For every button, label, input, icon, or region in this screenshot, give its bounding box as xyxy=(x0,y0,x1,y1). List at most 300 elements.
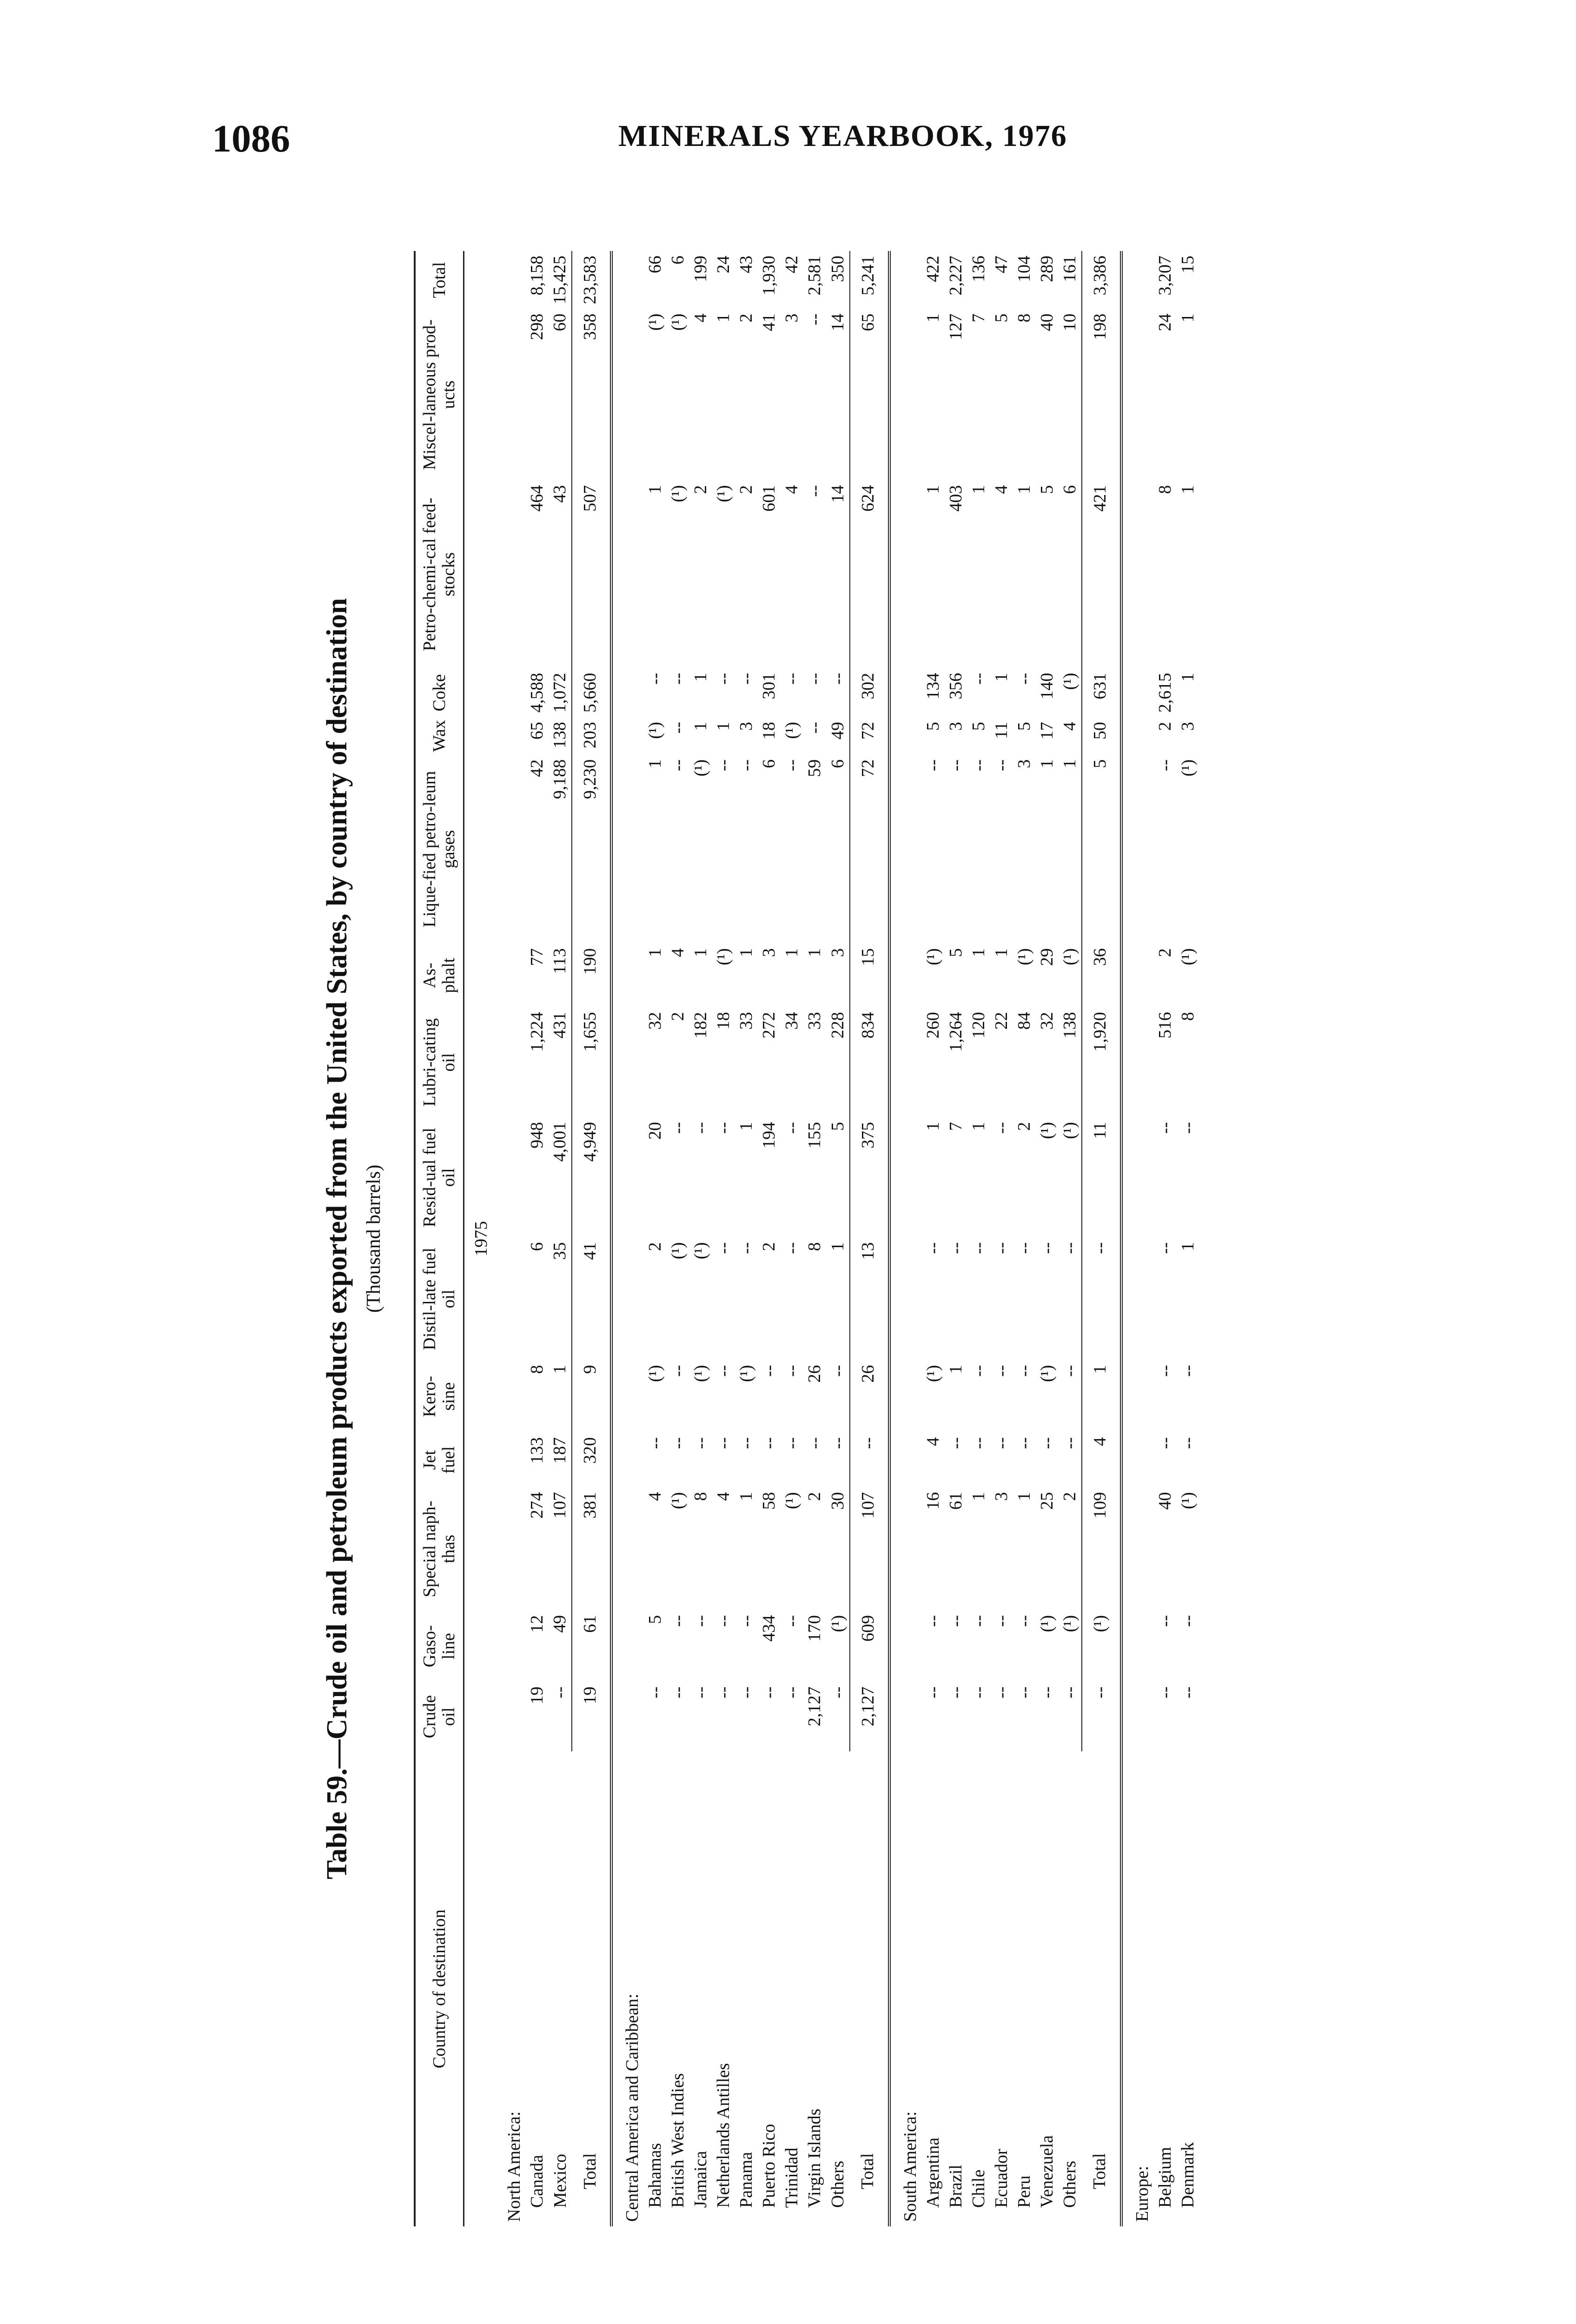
table-cell: -- xyxy=(968,1437,988,1449)
table-cell: 182 xyxy=(691,1012,711,1039)
table-cell: 8 xyxy=(527,1365,547,1374)
table-cell: -- xyxy=(1014,1365,1034,1377)
table-cell: 1,224 xyxy=(527,1012,547,1052)
table-cell: 5 xyxy=(991,313,1011,323)
table-cell: -- xyxy=(668,1686,688,1698)
table-cell: (¹) xyxy=(668,485,688,502)
table-cell: 133 xyxy=(527,1437,547,1464)
table-cell: -- xyxy=(1178,1686,1198,1698)
table-cell: 1 xyxy=(1059,759,1079,768)
table-cell: (¹) xyxy=(1059,1122,1079,1139)
table-cell: 2 xyxy=(645,1242,665,1251)
table-cell: 18 xyxy=(714,1012,734,1030)
table-cell: -- xyxy=(736,673,756,685)
table-cell: 32 xyxy=(1037,1012,1057,1030)
table-cell: -- xyxy=(828,1365,848,1377)
table-cell: 1 xyxy=(736,948,756,957)
column-header: Kero-sine xyxy=(415,1360,464,1433)
table-cell: 358 xyxy=(572,309,611,481)
table-cell: 8 xyxy=(691,1492,711,1501)
table-cell: 6 xyxy=(527,1242,547,1251)
table-cell: -- xyxy=(1014,1242,1034,1254)
table-cell: 84 xyxy=(1014,1012,1034,1030)
table-cell: 42 xyxy=(527,759,547,777)
table-cell: 34 xyxy=(782,1012,802,1030)
table-row xyxy=(945,251,967,2226)
table-cell: 4 xyxy=(691,313,711,323)
table-cell: 2,581 xyxy=(805,256,825,296)
table-cell: -- xyxy=(714,673,734,685)
table-cell: -- xyxy=(805,673,825,685)
table-cell: -- xyxy=(946,1242,966,1254)
table-cell: 65 xyxy=(527,722,547,740)
country-name: Jamaica xyxy=(691,2151,711,2208)
table-row xyxy=(781,251,803,2226)
table-cell: 140 xyxy=(1037,673,1057,700)
column-header: Petro-chemi-cal feed-stocks xyxy=(415,481,464,668)
table-cell: 1 xyxy=(1178,673,1198,682)
table-cell: 134 xyxy=(923,673,943,700)
country-name: Panama xyxy=(736,2152,756,2208)
table-cell: -- xyxy=(946,759,966,772)
year-row xyxy=(464,251,495,2226)
table-cell: -- xyxy=(668,1365,688,1377)
table-cell: -- xyxy=(828,1437,848,1449)
table-cell: 4,588 xyxy=(527,673,547,713)
table-cell: 9,230 xyxy=(572,755,611,944)
table-cell: 9,188 xyxy=(550,759,570,799)
table-cell: 356 xyxy=(946,673,966,700)
table-cell: 26 xyxy=(850,1360,889,1433)
table-cell: -- xyxy=(691,1122,711,1134)
table-cell: -- xyxy=(736,759,756,772)
table-cell: -- xyxy=(714,1615,734,1627)
table-cell: 49 xyxy=(828,722,848,740)
column-header: Gaso-line xyxy=(415,1611,464,1682)
table-cell: 4,949 xyxy=(572,1117,611,1238)
table-cell: 198 xyxy=(1082,309,1121,481)
table-cell: -- xyxy=(691,1615,711,1627)
table-cell: 422 xyxy=(923,256,943,282)
country-name: Total xyxy=(850,1751,889,2226)
table-row xyxy=(667,251,689,2226)
table-cell: -- xyxy=(1155,759,1175,772)
table-cell: 4 xyxy=(1082,1433,1121,1487)
table-cell: (¹) xyxy=(668,1242,688,1260)
table-cell: (¹) xyxy=(1059,948,1079,965)
table-cell: 5 xyxy=(645,1615,665,1624)
table-row xyxy=(712,251,735,2226)
table-row xyxy=(803,251,826,2226)
table-cell: -- xyxy=(1082,1238,1121,1360)
table-cell: 301 xyxy=(759,673,779,700)
table-cell: 2 xyxy=(1155,948,1175,957)
table-cell: -- xyxy=(991,1686,1011,1698)
table-cell: 170 xyxy=(805,1615,825,1642)
table-cell: -- xyxy=(991,1365,1011,1377)
table-cell: -- xyxy=(991,1437,1011,1449)
table-cell: 41 xyxy=(572,1238,611,1360)
table-cell: 23,583 xyxy=(572,251,611,309)
country-name: Netherlands Antilles xyxy=(714,2063,734,2208)
table-cell: 40 xyxy=(1155,1492,1175,1510)
table-cell: 948 xyxy=(527,1122,547,1149)
table-cell: (¹) xyxy=(691,1242,711,1260)
table-cell: 2,127 xyxy=(805,1686,825,1727)
table-cell: 5 xyxy=(946,948,966,957)
table-cell: 4 xyxy=(714,1492,734,1501)
table-cell: 24 xyxy=(1155,313,1175,331)
total-row xyxy=(572,251,611,2226)
table-cell: 161 xyxy=(1059,256,1079,282)
table-cell: (¹) xyxy=(714,485,734,502)
table-cell: 107 xyxy=(850,1487,889,1611)
table-cell: 1 xyxy=(691,722,711,731)
table-cell: (¹) xyxy=(1037,1365,1057,1382)
table-cell: 50 xyxy=(1082,717,1121,755)
table-cell: -- xyxy=(1014,1686,1034,1698)
column-header: Jet fuel xyxy=(415,1433,464,1487)
country-name: Bahamas xyxy=(645,2143,665,2208)
table-cell: 298 xyxy=(527,313,547,340)
table-cell: 3 xyxy=(736,722,756,731)
table-cell: 22 xyxy=(991,1012,1011,1030)
country-name: Argentina xyxy=(923,2137,943,2208)
table-cell: -- xyxy=(668,673,688,685)
table-cell: 1 xyxy=(714,313,734,323)
table-cell: -- xyxy=(805,1437,825,1449)
region-label: Europe: xyxy=(1132,2166,1152,2222)
table-cell: 20 xyxy=(645,1122,665,1140)
table-cell: -- xyxy=(828,1686,848,1698)
table-cell: -- xyxy=(782,1122,802,1134)
table-cell: 631 xyxy=(1082,668,1121,718)
table-cell: -- xyxy=(714,1437,734,1449)
table-cell: -- xyxy=(968,1686,988,1698)
region-row xyxy=(495,251,526,2226)
table-cell: -- xyxy=(968,1365,988,1377)
table-cell: 8 xyxy=(1014,313,1034,323)
table-cell: 228 xyxy=(828,1012,848,1039)
table-cell: -- xyxy=(1037,1686,1057,1698)
table-cell: 6 xyxy=(828,759,848,768)
country-name: Brazil xyxy=(946,2165,966,2208)
column-header: Special naph-thas xyxy=(415,1487,464,1611)
table-cell: 104 xyxy=(1014,256,1034,282)
table-cell: (¹) xyxy=(1178,759,1198,777)
table-cell: 6 xyxy=(668,256,688,264)
table-cell: -- xyxy=(946,1686,966,1698)
table-cell: 3 xyxy=(759,948,779,957)
table-cell: 113 xyxy=(550,948,570,974)
table-cell: 2 xyxy=(691,485,711,494)
table-cell: -- xyxy=(1059,1365,1079,1377)
table-row xyxy=(689,251,712,2226)
table-cell: -- xyxy=(668,1615,688,1627)
table-cell: 41 xyxy=(759,313,779,331)
table-cell: -- xyxy=(805,485,825,497)
table-cell: (¹) xyxy=(668,1492,688,1509)
table-cell: -- xyxy=(968,1242,988,1254)
table-cell: 1 xyxy=(968,1122,988,1131)
table-cell: (¹) xyxy=(736,1365,756,1382)
table-cell: 66 xyxy=(645,256,665,273)
table-cell: -- xyxy=(714,759,734,772)
table-cell: 32 xyxy=(645,1012,665,1030)
table-cell: -- xyxy=(946,1615,966,1627)
table-cell: -- xyxy=(1178,1365,1198,1377)
table-cell: (¹) xyxy=(1014,948,1034,965)
table-body xyxy=(464,251,1199,2226)
table-cell: -- xyxy=(1037,1437,1057,1449)
table-cell: -- xyxy=(714,1122,734,1134)
table-cell: -- xyxy=(1155,1242,1175,1254)
table-cell: -- xyxy=(991,1242,1011,1254)
table-cell: -- xyxy=(668,759,688,772)
table-cell: 4 xyxy=(645,1492,665,1501)
country-name: Trinidad xyxy=(782,2147,802,2208)
table-cell: 9 xyxy=(572,1360,611,1433)
table-cell: -- xyxy=(923,1686,943,1698)
table-cell: 2,615 xyxy=(1155,673,1175,713)
table-cell: 1,920 xyxy=(1082,1007,1121,1117)
country-name: Canada xyxy=(527,2155,547,2208)
table-cell: -- xyxy=(923,759,943,772)
table-cell: (¹) xyxy=(691,1365,711,1382)
table-cell: -- xyxy=(782,1686,802,1698)
table-row xyxy=(1013,251,1036,2226)
table-cell: 1 xyxy=(946,1365,966,1374)
table-cell: 1 xyxy=(1014,485,1034,494)
table-cell: -- xyxy=(645,1437,665,1449)
table-cell: -- xyxy=(805,313,825,325)
table-cell: 1 xyxy=(736,1122,756,1131)
table-cell: 4 xyxy=(991,485,1011,494)
table-cell: (¹) xyxy=(782,1492,802,1509)
table-cell: 4 xyxy=(1059,722,1079,731)
table-cell: 7 xyxy=(946,1122,966,1131)
table-cell: -- xyxy=(782,759,802,772)
table-cell: 609 xyxy=(850,1611,889,1682)
table-cell: 381 xyxy=(572,1487,611,1611)
table-cell: 6 xyxy=(759,759,779,768)
table-cell: 1 xyxy=(1014,1492,1034,1501)
table-cell: 4 xyxy=(782,485,802,494)
table-cell: 260 xyxy=(923,1012,943,1039)
table-cell: 2 xyxy=(759,1242,779,1251)
country-name: Others xyxy=(1060,2160,1080,2208)
table-cell: -- xyxy=(645,673,665,685)
table-cell: 1,264 xyxy=(946,1012,966,1052)
table-row xyxy=(735,251,758,2226)
table-cell: 3 xyxy=(946,722,966,731)
table-cell: 14 xyxy=(828,313,848,331)
table-cell: 1,930 xyxy=(759,256,779,296)
table-cell: -- xyxy=(991,1615,1011,1627)
table-cell: 58 xyxy=(759,1492,779,1510)
table-cell: 1 xyxy=(991,948,1011,957)
table-cell: 8,158 xyxy=(527,256,547,296)
table-cell: 1 xyxy=(828,1242,848,1251)
table-cell: 464 xyxy=(527,485,547,512)
exports-table xyxy=(414,251,1199,2226)
table-cell: 274 xyxy=(527,1492,547,1519)
table-cell: 33 xyxy=(805,1012,825,1030)
table-cell: 199 xyxy=(691,256,711,282)
table-header xyxy=(415,251,464,2226)
table-row xyxy=(922,251,945,2226)
table-cell: 1 xyxy=(923,1122,943,1131)
column-header: Crude oil xyxy=(415,1682,464,1751)
column-header: As-phalt xyxy=(415,944,464,1007)
running-head: MINERALS YEARBOOK, 1976 xyxy=(618,119,1067,153)
table-cell: (¹) xyxy=(923,1365,943,1382)
table-cell: 431 xyxy=(550,1012,570,1039)
table-cell: 18 xyxy=(759,722,779,740)
table-cell: 5,241 xyxy=(850,251,889,309)
country-name: Puerto Rico xyxy=(759,2124,779,2208)
table-cell: 120 xyxy=(968,1012,988,1039)
table-cell: 138 xyxy=(550,722,570,749)
table-cell: -- xyxy=(968,759,988,772)
table-cell: 203 xyxy=(572,717,611,755)
table-cell: 77 xyxy=(527,948,547,966)
table-cell: 24 xyxy=(714,256,734,273)
table-cell: (¹) xyxy=(645,722,665,739)
column-header: Lique-fied petro-leum gases xyxy=(415,755,464,944)
table-cell: 2 xyxy=(736,313,756,323)
rotated-table-block xyxy=(311,251,1427,2226)
table-cell: 13 xyxy=(850,1238,889,1360)
table-cell: 72 xyxy=(850,755,889,944)
column-header: Miscel-laneous prod-ucts xyxy=(415,309,464,481)
table-cell: 43 xyxy=(736,256,756,273)
table-cell: 15,425 xyxy=(550,256,570,304)
country-name: Denmark xyxy=(1178,2142,1198,2208)
table-cell: 5 xyxy=(968,722,988,731)
table-cell: 5 xyxy=(828,1122,848,1131)
table-cell: -- xyxy=(691,1686,711,1698)
column-header: Resid-ual fuel oil xyxy=(415,1117,464,1238)
table-cell: -- xyxy=(736,1242,756,1254)
table-cell: -- xyxy=(850,1433,889,1487)
table-cell: 1,072 xyxy=(550,673,570,713)
table-cell: 507 xyxy=(572,481,611,668)
region-label: North America: xyxy=(504,2111,524,2222)
table-cell: 6 xyxy=(1059,485,1079,494)
table-cell: 14 xyxy=(828,485,848,503)
table-cell: 7 xyxy=(968,313,988,323)
table-cell: -- xyxy=(736,1686,756,1698)
table-cell: (¹) xyxy=(668,313,688,331)
table-cell: -- xyxy=(1014,1615,1034,1627)
table-cell: 11 xyxy=(1082,1117,1121,1238)
table-cell: 1 xyxy=(782,948,802,957)
table-cell: 190 xyxy=(572,944,611,1007)
table-row xyxy=(549,251,572,2226)
table-cell: -- xyxy=(759,1365,779,1377)
region-row xyxy=(611,251,644,2226)
table-cell: -- xyxy=(828,673,848,685)
table-cell: (¹) xyxy=(1059,673,1079,690)
table-cell: 8 xyxy=(1155,485,1175,494)
table-cell: 19 xyxy=(572,1682,611,1751)
table-cell: 15 xyxy=(850,944,889,1007)
table-row xyxy=(967,251,990,2226)
table-cell: 61 xyxy=(572,1611,611,1682)
country-name: Virgin Islands xyxy=(805,2108,825,2208)
year-label: 1975 xyxy=(471,1221,491,1256)
table-cell: 59 xyxy=(805,759,825,777)
country-name: Total xyxy=(572,1751,611,2226)
table-cell: -- xyxy=(1155,1122,1175,1134)
table-cell: 36 xyxy=(1082,944,1121,1007)
table-cell: -- xyxy=(1037,1242,1057,1254)
country-name: Others xyxy=(828,2160,848,2208)
table-cell: (¹) xyxy=(1178,1492,1198,1509)
table-cell: 2 xyxy=(668,1012,688,1021)
table-row xyxy=(990,251,1013,2226)
table-cell: 1 xyxy=(1178,313,1198,323)
table-cell: 2 xyxy=(1059,1492,1079,1501)
table-cell: (¹) xyxy=(782,722,802,739)
table-cell: 17 xyxy=(1037,722,1057,740)
country-name: Ecuador xyxy=(991,2149,1011,2208)
table-cell: 60 xyxy=(550,313,570,331)
table-cell: -- xyxy=(946,1437,966,1449)
table-cell: 2 xyxy=(805,1492,825,1501)
table-cell: 350 xyxy=(828,256,848,282)
table-cell: 155 xyxy=(805,1122,825,1149)
table-cell: 72 xyxy=(850,717,889,755)
table-cell: 61 xyxy=(946,1492,966,1510)
table-cell: 29 xyxy=(1037,948,1057,966)
table-cell: 289 xyxy=(1037,256,1057,282)
table-cell: 12 xyxy=(527,1615,547,1633)
table-units: (Thousand barrels) xyxy=(363,1164,384,1313)
column-header: Wax xyxy=(415,717,464,755)
table-cell: 5 xyxy=(1082,755,1121,944)
table-cell: -- xyxy=(1082,1682,1121,1751)
table-row xyxy=(1154,251,1177,2226)
table-cell: (¹) xyxy=(1037,1122,1057,1139)
total-row xyxy=(1082,251,1121,2226)
table-cell: -- xyxy=(1178,1122,1198,1134)
table-cell: 11 xyxy=(991,722,1011,739)
table-cell: 42 xyxy=(782,256,802,273)
table-cell: 421 xyxy=(1082,481,1121,668)
table-row xyxy=(827,251,850,2226)
table-cell: 3 xyxy=(828,948,848,957)
table-cell: 136 xyxy=(968,256,988,282)
region-label: South America: xyxy=(900,2111,920,2222)
table-cell: -- xyxy=(1014,673,1034,685)
table-cell: -- xyxy=(1155,1365,1175,1377)
table-cell: 49 xyxy=(550,1615,570,1633)
table-cell: 1 xyxy=(923,485,943,494)
table-cell: (¹) xyxy=(828,1615,848,1632)
table-cell: (¹) xyxy=(1037,1615,1057,1632)
table-cell: 3,207 xyxy=(1155,256,1175,296)
country-name: Chile xyxy=(968,2169,988,2208)
table-cell: -- xyxy=(782,1242,802,1254)
table-cell: 1 xyxy=(968,485,988,494)
table-cell: 1 xyxy=(1082,1360,1121,1433)
table-cell: (¹) xyxy=(714,948,734,965)
table-cell: 302 xyxy=(850,668,889,718)
column-header: Coke xyxy=(415,668,464,718)
table-cell: 1 xyxy=(714,722,734,731)
